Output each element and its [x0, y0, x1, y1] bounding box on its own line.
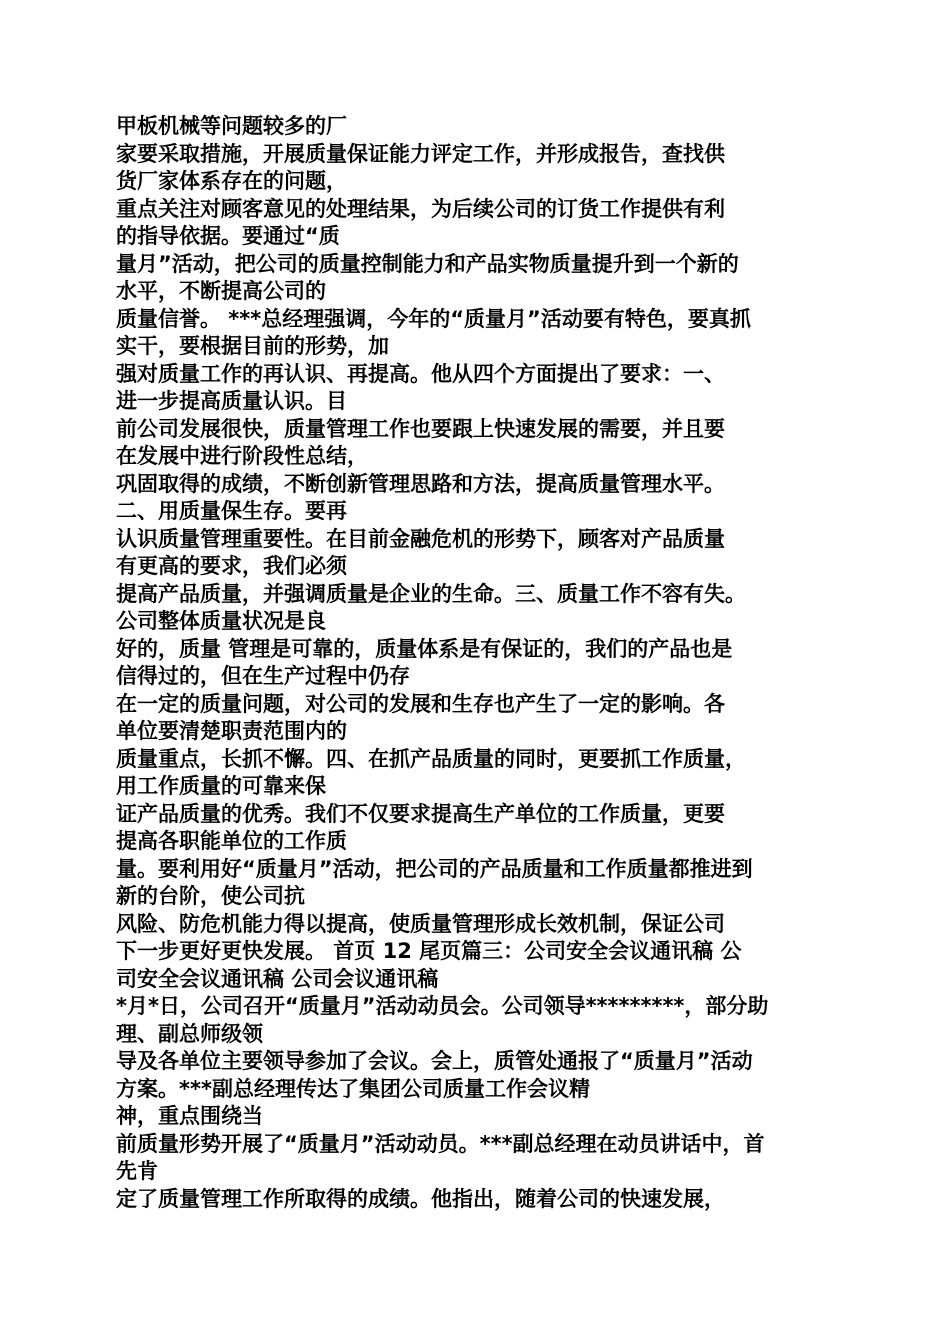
text-line: 先肯	[116, 1159, 158, 1183]
text-line: 量。要利用好“质量月”活动，把公司的产品质量和工作质量都推进到	[116, 856, 753, 881]
text-line: 公司整体质量状况是良	[116, 609, 326, 633]
text-line: 新的台阶，使公司抗	[116, 884, 305, 908]
text-line: 量月”活动，把公司的质量控制能力和产品实物质量提升到一个新的	[116, 251, 739, 276]
text-line: 认识质量管理重要性。在目前金融危机的形势下，顾客对产品质量	[116, 526, 725, 551]
text-line: 的指导依据。要通过“质	[116, 224, 340, 248]
text-line: 下一步更好更快发展。 首页 12 尾页篇三：公司安全会议通讯稿 公	[116, 939, 742, 963]
text-line: 有更高的要求，我们必须	[116, 554, 347, 578]
text-line: 在发展中进行阶段性总结，	[116, 444, 368, 468]
text-line: 质量重点，长抓不懈。四、在抓产品质量的同时，更要抓工作质量，	[116, 746, 746, 771]
text-line: 风险、防危机能力得以提高，使质量管理形成长效机制，保证公司	[116, 911, 725, 936]
text-line: 进一步提高质量认识。目	[116, 389, 347, 413]
text-line: 实干，要根据目前的形势，加	[116, 334, 389, 358]
text-line: 定了质量管理工作所取得的成绩。他指出，随着公司的快速发展，	[116, 1186, 725, 1211]
document-body	[116, 113, 841, 1213]
text-line: 前公司发展很快，质量管理工作也要跟上快速发展的需要，并且要	[116, 416, 725, 441]
text-line: 单位要清楚职责范围内的	[116, 719, 347, 743]
text-line: 理、副总师级领	[116, 1021, 263, 1046]
text-line: 证产品质量的优秀。我们不仅要求提高生产单位的工作质量，更要	[116, 801, 725, 826]
text-line: 好的，质量 管理是可靠的，质量体系是有保证的，我们的产品也是	[116, 636, 733, 661]
text-line: 水平，不断提高公司的	[116, 279, 326, 303]
text-line: 神，重点围绕当	[116, 1104, 263, 1128]
text-line: 方案。***副总经理传达了集团公司质量工作会议精	[116, 1076, 590, 1101]
text-line: 前质量形势开展了“质量月”活动动员。***副总经理在动员讲话中，首	[116, 1131, 765, 1156]
text-line: 家要采取措施，开展质量保证能力评定工作，并形成报告，查找供	[116, 141, 725, 166]
text-line: 司安全会议通讯稿 公司会议通讯稿	[116, 966, 439, 991]
text-line: 巩固取得的成绩，不断创新管理思路和方法，提高质量管理水平。	[116, 471, 725, 496]
text-line: *月*日，公司召开“质量月”活动动员会。公司领导*********，部分助	[116, 994, 769, 1018]
text-line: 提高产品质量，并强调质量是企业的生命。三、质量工作不容有失。	[116, 581, 746, 606]
text-line: 导及各单位主要领导参加了会议。会上，质管处通报了“质量月”活动	[116, 1049, 753, 1073]
text-line: 强对质量工作的再认识、再提高。他从四个方面提出了要求：一、	[116, 361, 725, 386]
text-line: 提高各职能单位的工作质	[116, 829, 347, 853]
text-line: 货厂家体系存在的问题，	[116, 169, 347, 193]
text-line: 用工作质量的可靠来保	[116, 774, 326, 798]
text-line: 质量信誉。 ***总经理强调，今年的“质量月”活动要有特色，要真抓	[116, 306, 751, 331]
text-line: 二、用质量保生存。要再	[116, 499, 347, 523]
text-line: 甲板机械等问题较多的厂	[116, 114, 347, 138]
text-line: 信得过的，但在生产过程中仍存	[116, 664, 410, 688]
text-line: 重点关注对顾客意见的处理结果，为后续公司的订货工作提供有利	[116, 196, 725, 221]
text-line: 在一定的质量问题，对公司的发展和生存也产生了一定的影响。各	[116, 691, 725, 716]
